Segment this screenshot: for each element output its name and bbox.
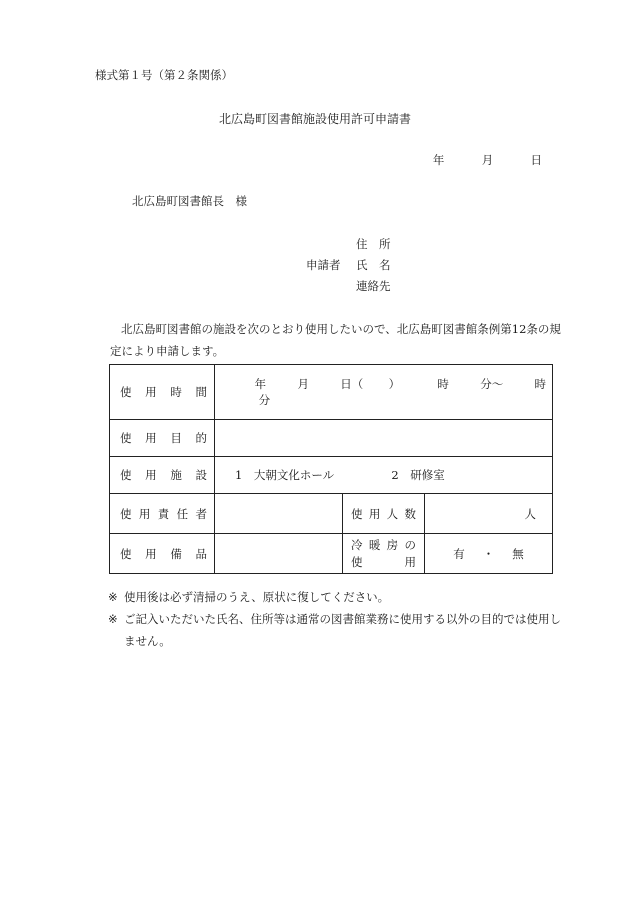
aircon-label-line2: 使用 <box>351 554 416 569</box>
facility-option-room[interactable]: 2 研修室 <box>391 468 445 482</box>
aircon-field[interactable] <box>425 534 553 574</box>
table-row <box>110 420 553 457</box>
applicant-role-label: 申請者 <box>306 258 341 272</box>
equipment-label: 使用備品 <box>110 534 215 574</box>
purpose-label: 使用目的 <box>110 420 215 457</box>
aircon-label <box>343 534 425 574</box>
time-field[interactable] <box>215 365 553 420</box>
usage-table <box>109 364 553 574</box>
purpose-field[interactable] <box>215 420 553 457</box>
notes <box>108 586 570 652</box>
responsible-label: 使用責任者 <box>110 494 215 534</box>
time-month: 月 <box>297 377 309 391</box>
table-row <box>110 365 553 420</box>
people-unit: 人 <box>524 506 537 521</box>
addressee: 北広島町図書館長 様 <box>132 194 247 208</box>
facility-label: 使用施設 <box>110 457 215 494</box>
date-line <box>433 152 542 168</box>
form-number: 様式第１号（第２条関係） <box>95 68 233 82</box>
contact-label: 連絡先 <box>356 279 391 293</box>
table-row <box>110 534 553 574</box>
name-label: 氏 名 <box>356 258 391 272</box>
time-day: 日（ <box>340 377 364 391</box>
time-label: 使用時間 <box>110 365 215 420</box>
note-text: 使用後は必ず清掃のうえ、原状に復してください。 <box>124 590 390 604</box>
application-statement: 北広島町図書館の施設を次のとおり使用したいので、北広島町図書館条例第12条の規定により申請します。 <box>110 322 561 358</box>
time-start-hour: 時 <box>437 377 449 391</box>
equipment-field[interactable] <box>215 534 343 574</box>
note-mark: ※ <box>108 612 118 626</box>
table-row <box>110 457 553 494</box>
aircon-yes-option[interactable]: 有 <box>453 546 465 561</box>
time-start-minute: 分～ <box>480 377 504 391</box>
people-field[interactable] <box>425 494 553 534</box>
date-year-label: 年 <box>432 153 445 167</box>
aircon-separator: ・ <box>482 546 495 561</box>
aircon-no-option[interactable]: 無 <box>512 546 524 561</box>
address-label: 住 所 <box>356 237 391 251</box>
facility-field[interactable] <box>215 457 553 494</box>
note-item <box>108 586 570 608</box>
note-mark: ※ <box>108 590 118 604</box>
note-item <box>108 608 570 652</box>
time-end-hour: 時 <box>534 377 547 391</box>
aircon-label-line1: 冷暖房の <box>351 537 416 552</box>
date-month-label: 月 <box>481 153 494 167</box>
facility-option-hall[interactable]: 1 大朝文化ホール <box>235 468 335 482</box>
table-row <box>110 494 553 534</box>
time-end-minute: 分 <box>258 393 271 407</box>
note-text: ご記入いただいた氏名、住所等は通常の図書館業務に使用する以外の目的では使用しません。 <box>124 612 561 648</box>
document-title: 北広島町図書館施設使用許可申請書 <box>218 112 411 126</box>
time-year: 年 <box>254 377 267 391</box>
people-label: 使用人数 <box>343 494 425 534</box>
time-weekday-close: ） <box>388 377 401 391</box>
date-day-label: 日 <box>530 153 542 167</box>
applicant-block <box>306 234 391 297</box>
responsible-field[interactable] <box>215 494 343 534</box>
